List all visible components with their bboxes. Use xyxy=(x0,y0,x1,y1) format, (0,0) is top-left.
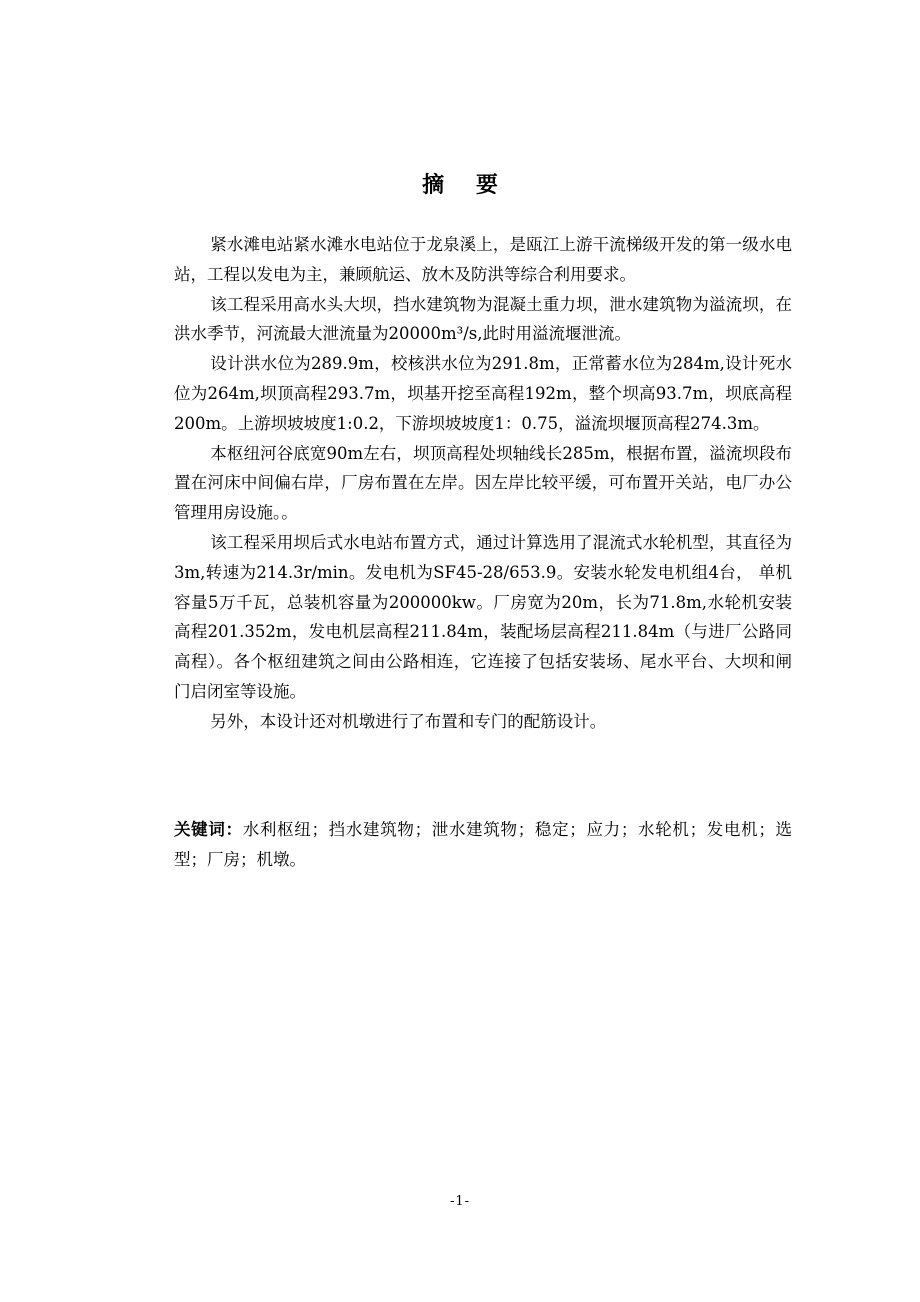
abstract-paragraph: 该工程采用坝后式水电站布置方式，通过计算选用了混流式水轮机型，其直径为3m,转速为214.3r/min。发电机为SF45-28/653.9。安装水轮发电机组4台， 单机容量5万千瓦，总装机容量为200000kw。厂房宽为20m，长为71.8m,水轮机安装高程201.352m，发电机层高程211.84m，装配场层高程211.84m（与进厂公路同高程）。各个枢纽建筑之间由公路相连，它连接了包括安装场、尾水平台、大坝和闸门启闭室等设施。 xyxy=(174,532,792,701)
abstract-paragraph: 该工程采用高水头大坝，挡水建筑物为混凝土重力坝，泄水建筑物为溢流坝，在洪水季节，河流最大泄流量为20000m³/s,此时用溢流堰泄流。 xyxy=(174,294,792,344)
keywords-text: 水利枢纽；挡水建筑物；泄水建筑物；稳定；应力；水轮机；发电机；选型；厂房；机墩。 xyxy=(174,820,793,869)
abstract-paragraph: 本枢纽河谷底宽90m左右，坝顶高程处坝轴线长285m，根据布置，溢流坝段布置在河床中间偏右岸，厂房布置在左岸。因左岸比较平缓，可布置开关站，电厂办公管理用房设施。。 xyxy=(174,443,792,523)
keywords-label: 关键词： xyxy=(174,820,243,839)
keywords-block xyxy=(174,815,792,875)
abstract-paragraph: 紧水滩电站紧水滩水电站位于龙泉溪上，是瓯江上游干流梯级开发的第一级水电站，工程以发电为主，兼顾航运、放木及防洪等综合利用要求。 xyxy=(174,235,792,284)
abstract-paragraph: 另外，本设计还对机墩进行了布置和专门的配筋设计。 xyxy=(210,711,607,731)
abstract-paragraph: 设计洪水位为289.9m，校核洪水位为291.8m，正常蓄水位为284m,设计死水位为264m,坝顶高程293.7m，坝基开挖至高程192m，整个坝高93.7m，坝底高程200m。上游坝坡坡度1:0.2，下游坝坡坡度1：0.75，溢流坝堰顶高程274.3m。 xyxy=(174,354,792,433)
abstract-body xyxy=(174,230,792,737)
abstract-title: 摘 要 xyxy=(422,173,510,198)
page-number: -1- xyxy=(449,1194,471,1209)
